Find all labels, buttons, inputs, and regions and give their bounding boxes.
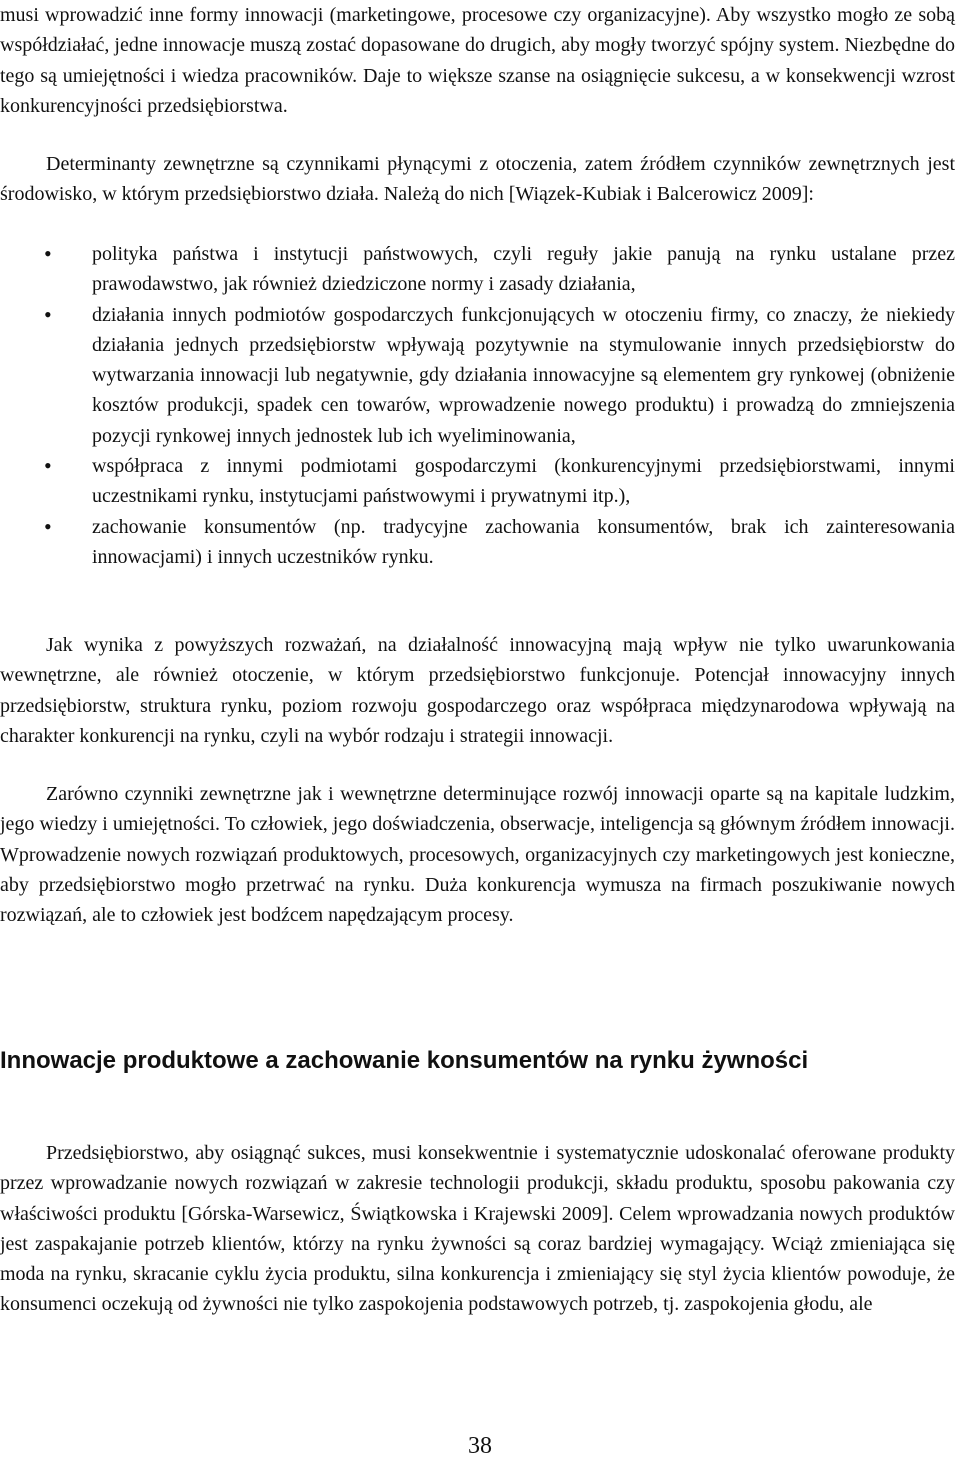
paragraph-intro-continuation: musi wprowadzić inne formy innowacji (marketingowe, procesowe czy organizacyjne). Aby wszystko mogło ze sobą współdziałać, jedne innowacje muszą zostać dopasowane do drugich, aby mogły tworzyć spójny system. Niezbędne do tego są umiejętności i wiedza pracowników. Daje to większe szanse na osiągnięcie sukcesu, a w konsekwencji wzrost konkurencyjności przedsiębiorstwa. (0, 4, 955, 117)
paragraph-external-determinants: Determinanty zewnętrzne są czynnikami płynącymi z otoczenia, zatem źródłem czynników zewnętrznych jest środowisko, w którym przedsiębiorstwo działa. Należą do nich [Wiązek-Kubiak i Balcerowicz 2009]: (0, 153, 955, 206)
section-heading: Innowacje produktowe a zachowanie konsumentów na rynku żywności (0, 1047, 809, 1074)
paragraph-product-innovations: Przedsiębiorstwo, aby osiągnąć sukces, musi konsekwentnie i systematycznie udoskonalać oferowane produkty przez wprowadzanie nowych rozwiązań w zakresie technologii produkcji, składu produktu, sposobu pakowania czy właściwości produktu [Górska-Warsewicz, Świątkowska i Krajewski 2009]. Celem wprowadzania nowych produktów jest zaspakajanie potrzeb klientów, którzy na rynku żywności są coraz bardziej wymagający. Wciąż zmieniająca się moda na rynku, skracanie cyklu życia produktu, silna konkurencja i zmieniający się styl życia klientów powoduje, że konsumenci oczekują od żywności nie tylko zaspokojenia podstawowych potrzeb, tj. zaspokojenia głodu, ale (0, 1142, 955, 1316)
list-item: • polityka państwa i instytucji państwowych, czyli reguły jakie panują na rynku ustalane przez prawodawstwo, jak również dziedziczone normy i zasady działania, (0, 239, 955, 300)
page-number: 38 (468, 1433, 492, 1459)
list-item: • współpraca z innymi podmiotami gospodarczymi (konkurencyjnymi przedsiębiorstwami, innymi uczestnikami rynku, instytucjami państwowymi i prywatnymi itp.), (0, 451, 955, 512)
paragraph-human-capital: Zarówno czynniki zewnętrzne jak i wewnętrzne determinujące rozwój innowacji oparte są na kapitale ludzkim, jego wiedzy i umiejętności. To człowiek, jego doświadczenia, obserwacje, inteligencja są głównym źródłem innowacji. Wprowadzenie nowych rozwiązań produktowych, procesowych, organizacyjnych czy marketingowych jest konieczne, aby przedsiębiorstwo mogło przetrwać na rynku. Duża konkurencja wymusza na firmach poszukiwanie nowych rozwiązań, ale to człowiek jest bodźcem napędzającym procesy. (0, 783, 955, 927)
list-item: • zachowanie konsumentów (np. tradycyjne zachowania konsumentów, brak ich zainteresowania innowacjami) i innych uczestników rynku. (0, 512, 955, 573)
determinants-list (0, 239, 955, 572)
paragraph-innovation-conditions: Jak wynika z powyższych rozważań, na działalność innowacyjną mają wpływ nie tylko uwarunkowania wewnętrzne, ale również otoczenie, w którym przedsiębiorstwo funkcjonuje. Potencjał innowacyjny innych przedsiębiorstw, struktura rynku, poziom rozwoju gospodarczego oraz współpraca międzynarodowa wpływają na charakter konkurencji na rynku, czyli na wybór rodzaju i strategii innowacji. (0, 634, 955, 747)
list-item: • działania innych podmiotów gospodarczych funkcjonujących w otoczeniu firmy, co znaczy, że niekiedy działania jednych przedsiębiorstw wpływają pozytywnie na stymulowanie innych przedsiębiorstw do wytwarzania innowacji lub negatywnie, gdy działania innowacyjne są elementem gry rynkowej (obniżenie kosztów produkcji, spadek cen towarów, wprowadzenie nowego produktu) i prowadzą do zmniejszenia pozycji rynkowej innych jednostek lub ich wyeliminowania, (0, 300, 955, 451)
